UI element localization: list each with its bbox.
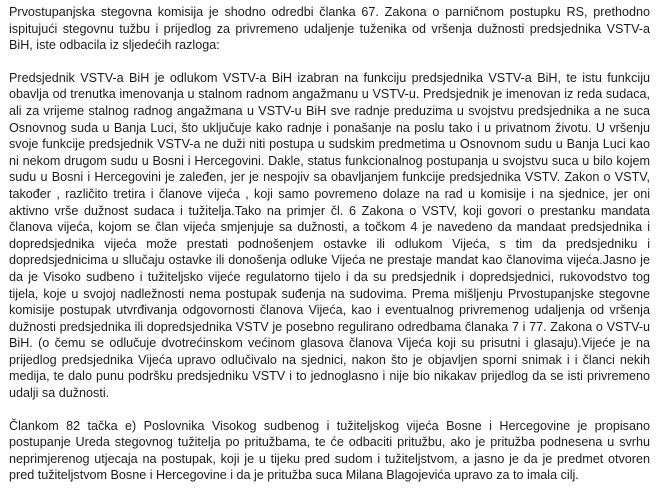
paragraph-intro: Prvostupanjska stegovna komisija je shodno odredbi članka 67. Zakona o parničnom postupku RS, prethodno ispitujući stegovnu tužbu i prijedlog za privremeno udaljenje tuženika od vršenja dužnosti predsjednika VSTV-a BiH, iste odbacila iz sljedećih razloga: [9,5,650,53]
paragraph-reasoning: Predsjednik VSTV-a BiH je odlukom VSTV-a BiH izabran na funkciju predsjednika VSTV-a BiH, te istu funkciju obavlja od trenutka imenovanja u stalnom radnom angažmanu u VSTV-u. Predsjednik je imenovan iz reda sudaca, ali za vrijeme stalnog radnog angažmana u VSTV-u BiH sve radnje preduzima u svojstvu predsjednika a ne suca Osnovnog suda u Banja Luci, što uključuje kako radnje i ponašanje na poslu tako i u privatnom životu. U vršenju svoje funkcije predsjednik VSTV-a ne duži niti postupa u sudskim predmetima u Osnovnom sudu u Banja Luci kao ni nekom drugom sudu u Bosni i Hercegovini. Dakle, status funkcionalnog postupanja u svojstvu suca u bilo kojem sudu u Bosni i Hercegovini je zaleđen, jer je nespojiv sa obavljanjem funkcije predsjednika VSTV. Zakon o VSTV, također , različito tretira i članove vijeća , koji samo povremeno dolaze na rad u komisije i na sjednice, jer oni aktivno vrše dužnost sudaca i tužitelja.Tako na primjer čl. 6 Zakona o VSTV, koji govori o prestanku mandata članova vijeća, kojom se član vijeća smjenjuje sa dužnosti, a točkom 4 je navedeno da mandaat predsjednika i dopredsjednika vijeća može prestati podnošenjem ostavke ili odlukom Vijeća, s tim da predsjedniku i dopredsjednicima u sllučaju ostavke ili donošenja odluke Vijeća ne prestaje mandat kao članovima vijeća.Jasno je da je Visoko sudbeno i tužiteljsko vijeće regulatorno tijelo i da su predsjednik i dopredsjednici, rukovodstvo tog tijela, koje u svojoj nadležnosti nema postupak suđenja na sudovima. Prema mišljenju Prvostupanjske stegovne komisije postupak utvrđivanja odgovornosti članova Vijeća, kao i eventualnog privremenog udaljenja od vršenja dužnosti predsjednika ili dopredsjednika VSTV je posebno regulirano odredbama članaka 7 i 77. Zakona o VSTV-u BiH. (o čemu se odlučuje dvotrećinskom većinom glasova članova Vijeća koji su prisutni i glasaju).Vijeće je na prijedlog predsjednika Vijeća upravo odlučivalo na sjednici, nakon što je objavljen sporni snimak i i članci nekih medija, te dalo punu podršku predsjedniku VSTV i to jednoglasno i nije bio nikakav prijedlog da se isti privremeno udalji sa dužnosti. [9,70,650,401]
paragraph-article-82: Člankom 82 tačka e) Poslovnika Visokog sudbenog i tužiteljskog vijeća Bosne i Hercegovine je propisano postupanje Ureda stegovnog tužitelja po pritužbama, te će odbaciti pritužbu, ako je pritužba podnesena u svrhu neprimjerenog utjecaja na postupak, koji je u tijeku pred sudom i tužiteljstvom, a jasno je da je predmet otvoren pred tužiteljstvom Bosne i Hercegovine i da je pritužba suca Milana Blagojevića upravo za to imala cilj. [9,418,650,483]
